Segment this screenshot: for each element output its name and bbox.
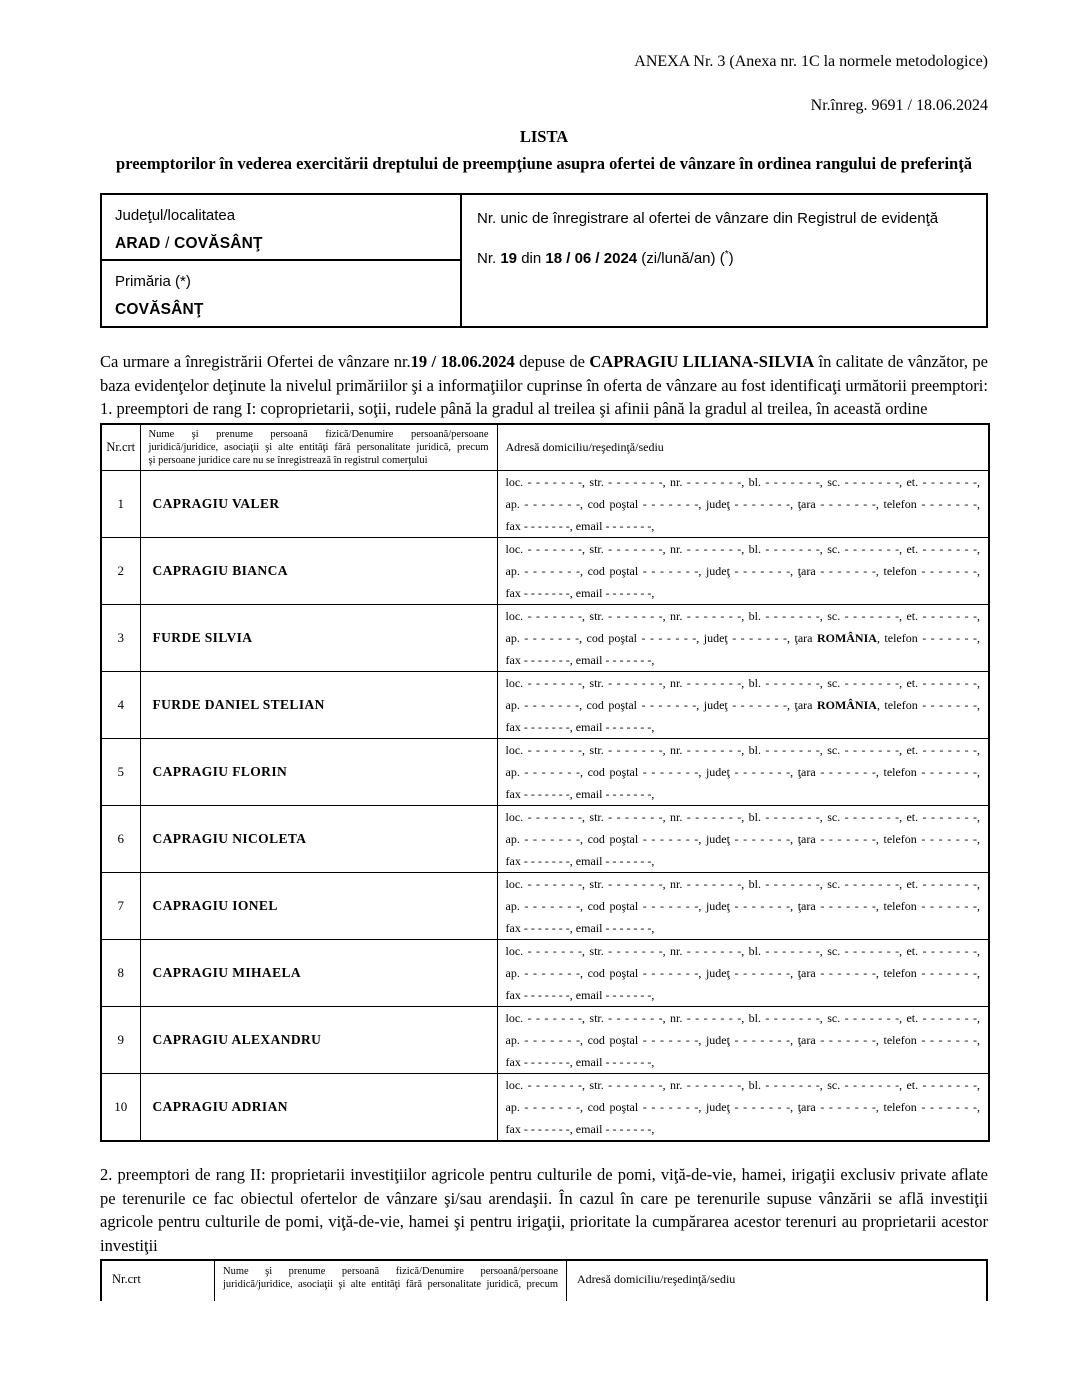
table-row (101, 940, 989, 1007)
table-row (101, 672, 989, 739)
address-line-2: ap. - - - - - - -, cod poştal - - - - - - -, judeţ - - - - - - -, ţara - - - - - - -, telefon - - - - - - -, (505, 765, 980, 779)
address-line-2: ap. - - - - - - -, cod poştal - - - - - - -, judeţ - - - - - - -, ţara - - - - - - -, telefon - - - - - - -, (505, 966, 980, 980)
county-label: Judeţul/localitatea (115, 207, 236, 224)
header-name-line3: şi persoane juridice care nu se înregistrează în registrul comerţului (148, 455, 428, 466)
preemptor-address (497, 1074, 989, 1142)
address-line-1: loc. - - - - - - -, str. - - - - - - -, nr. - - - - - - -, bl. - - - - - - -, sc. - - - - - - -, et. - - - - - - -, (505, 1011, 980, 1025)
table-row (101, 1007, 989, 1074)
nr-label: Nr. (477, 250, 501, 267)
row-number: 6 (101, 806, 140, 873)
address-line-2: ap. - - - - - - -, cod poştal - - - - - - -, judeţ - - - - - - -, ţara - - - - - - -, telefon - - - - - - -, (505, 564, 980, 578)
address-line-2: ap. - - - - - - -, cod poştal - - - - - - -, judeţ - - - - - - -, ţara - - - - - - -, telefon - - - - - - -, (505, 497, 980, 511)
table-row (101, 873, 989, 940)
country-value: - - - - - - - (820, 966, 876, 980)
header-address-column: Adresă domiciliu/reşedinţă/sediu (497, 424, 989, 471)
preemptor-name: CAPRAGIU MIHAELA (140, 940, 497, 1007)
address-line-1: loc. - - - - - - -, str. - - - - - - -, nr. - - - - - - -, bl. - - - - - - -, sc. - - - - - - -, et. - - - - - - -, (505, 1078, 980, 1092)
address-line-3: fax - - - - - - -, email - - - - - - -, (505, 988, 655, 1002)
county-name: ARAD (115, 235, 161, 252)
primaria-value: COVĂSÂNŢ (115, 301, 204, 318)
row-number: 7 (101, 873, 140, 940)
address-line-3: fax - - - - - - -, email - - - - - - -, (505, 787, 655, 801)
rank1-table-body (101, 424, 989, 1141)
row-number: 4 (101, 672, 140, 739)
preemptor-address (497, 806, 989, 873)
preemptor-address (497, 873, 989, 940)
rank2-preemptors-table-clipped (100, 1259, 988, 1301)
county-cell (102, 195, 460, 261)
offer-number-date: 19 / 18.06.2024 (410, 352, 515, 371)
intro-text-1: Ca urmare a înregistrării Ofertei de vânzare nr. (100, 352, 411, 371)
preemptor-name: FURDE SILVIA (140, 605, 497, 672)
country-value: - - - - - - - (820, 899, 876, 913)
address-line-2: ap. - - - - - - -, cod poştal - - - - - - -, judeţ - - - - - - -, ţara - - - - - - -, telefon - - - - - - -, (505, 899, 980, 913)
preemptor-name: CAPRAGIU ADRIAN (140, 1074, 497, 1142)
country-value: ROMÂNIA (816, 631, 877, 645)
intro-text-2: depuse de (514, 352, 590, 371)
seller-name: CAPRAGIU LILIANA-SILVIA (589, 352, 815, 371)
country-value: ROMÂNIA (816, 698, 877, 712)
primaria-label: Primăria (*) (115, 273, 191, 290)
table-row (101, 1074, 989, 1142)
rank1-table-header-row (101, 424, 989, 471)
country-value: - - - - - - - (820, 497, 876, 511)
address-line-2: ap. - - - - - - -, cod poştal - - - - - - -, judeţ - - - - - - -, ţara - - - - - - -, telefon - - - - - - -, (505, 1100, 980, 1114)
row-number: 1 (101, 471, 140, 538)
page-title: LISTA (519, 127, 569, 146)
footnote-paren-open: ( (719, 250, 725, 267)
preemptor-address (497, 739, 989, 806)
row-number: 8 (101, 940, 140, 1007)
rank2-header-name-line1: Nume şi prenume persoană fizică/Denumire persoană/persoane (223, 1266, 558, 1277)
row-number: 3 (101, 605, 140, 672)
rank2-header-name-column (215, 1261, 567, 1301)
address-line-2: ap. - - - - - - -, cod poştal - - - - - - -, judeţ - - - - - - -, ţara - - - - - - -, telefon - - - - - - -, (505, 1033, 980, 1047)
table-row (101, 471, 989, 538)
preemptor-name: CAPRAGIU ALEXANDRU (140, 1007, 497, 1074)
rank1-preemptors-table (100, 423, 990, 1142)
table-row (101, 739, 989, 806)
preemptor-address (497, 538, 989, 605)
country-value: - - - - - - - (820, 765, 876, 779)
address-line-1: loc. - - - - - - -, str. - - - - - - -, nr. - - - - - - -, bl. - - - - - - -, sc. - - - - - - -, et. - - - - - - -, (505, 542, 980, 556)
row-number: 9 (101, 1007, 140, 1074)
anexa-line: ANEXA Nr. 3 (Anexa nr. 1C la normele metodologice) (634, 53, 988, 70)
preemptor-address (497, 940, 989, 1007)
rank2-header-address-column: Adresă domiciliu/reşedinţă/sediu (577, 1272, 736, 1286)
din-label: din (517, 250, 546, 267)
address-line-1: loc. - - - - - - -, str. - - - - - - -, nr. - - - - - - -, bl. - - - - - - -, sc. - - - - - - -, et. - - - - - - -, (505, 743, 980, 757)
preemptor-name: CAPRAGIU IONEL (140, 873, 497, 940)
footnote-paren-close: ) (728, 250, 734, 267)
country-value: - - - - - - - (820, 1100, 876, 1114)
preemptor-address (497, 605, 989, 672)
preemptor-address (497, 1007, 989, 1074)
address-line-3: fax - - - - - - -, email - - - - - - -, (505, 519, 655, 533)
address-line-3: fax - - - - - - -, email - - - - - - -, (505, 1122, 655, 1136)
registration-number-line: Nr.înreg. 9691 / 18.06.2024 (810, 97, 988, 114)
header-name-column (140, 424, 497, 471)
unique-registration-label: Nr. unic de înregistrare al ofertei de vânzare din Registrul de evidenţă (477, 210, 939, 227)
address-line-1: loc. - - - - - - -, str. - - - - - - -, nr. - - - - - - -, bl. - - - - - - -, sc. - - - - - - -, et. - - - - - - -, (505, 877, 980, 891)
address-line-1: loc. - - - - - - -, str. - - - - - - -, nr. - - - - - - -, bl. - - - - - - -, sc. - - - - - - -, et. - - - - - - -, (505, 475, 980, 489)
address-line-1: loc. - - - - - - -, str. - - - - - - -, nr. - - - - - - -, bl. - - - - - - -, sc. - - - - - - -, et. - - - - - - -, (505, 676, 980, 690)
locality-name: COVĂSÂNŢ (174, 235, 263, 252)
preemptor-name: CAPRAGIU FLORIN (140, 739, 497, 806)
county-locality-separator: / (160, 235, 175, 252)
intro-paragraph (100, 350, 988, 397)
info-box-right-column (462, 195, 986, 326)
header-name-line1: Nume şi prenume persoană fizică/Denumire persoană/persoane (148, 429, 489, 440)
table-row (101, 806, 989, 873)
preemptor-name: CAPRAGIU VALER (140, 471, 497, 538)
row-number: 2 (101, 538, 140, 605)
rank2-paragraph: 2. preemptori de rang II: proprietarii investiţiilor agricole pentru culturile de pomi, viţă-de-vie, hamei, irigaţii exclusiv private aflate pe terenurile ce fac obiectul ofertelor de vânzare şi/sau arendaşii. În cazul în care pe terenurile supuse vânzării se află investiţii agricole pentru culturile de pomi, viţă-de-vie, hamei şi pentru irigaţii, prioritate la cumpărarea acestor terenuri au proprietarii acestor investiţii (100, 1165, 988, 1255)
address-line-1: loc. - - - - - - -, str. - - - - - - -, nr. - - - - - - -, bl. - - - - - - -, sc. - - - - - - -, et. - - - - - - -, (505, 609, 980, 623)
address-line-2: ap. - - - - - - -, cod poştal - - - - - - -, judeţ - - - - - - -, ţara ROMÂNIA, telefon - - - - - - -, (505, 698, 980, 712)
preemptor-address (497, 672, 989, 739)
preemptor-address (497, 471, 989, 538)
country-value: - - - - - - - (820, 1033, 876, 1047)
address-line-3: fax - - - - - - -, email - - - - - - -, (505, 854, 655, 868)
rank2-header-nr-crt: Nr.crt (102, 1261, 215, 1301)
intro-text-3: în calitate de vânzător, pe baza evidenţelor deţinute la nivelul primăriilor şi a informaţiilor cuprinse în oferta de vânzare au fost identificaţi următorii preemptori: (100, 352, 988, 395)
preemptor-name: CAPRAGIU BIANCA (140, 538, 497, 605)
country-value: - - - - - - - (820, 832, 876, 846)
offer-number: 19 (500, 250, 518, 267)
header-nr-crt: Nr.crt (101, 424, 140, 471)
rank1-heading: 1. preemptori de rang I: coproprietarii, soţii, rudele până la gradul al treilea şi afinii până la gradul al treilea, în această ordine (100, 399, 928, 418)
address-line-3: fax - - - - - - -, email - - - - - - -, (505, 1055, 655, 1069)
footnote-star: * (724, 249, 729, 260)
table-row (101, 605, 989, 672)
registration-info-box (100, 193, 988, 328)
rank2-header-name-line2: juridică/juridice, asociaţii şi alte entităţi fără personalitate juridică, precum (223, 1279, 558, 1290)
header-name-line2: juridică/juridice, asociaţii şi alte entităţi fără personalitate juridică, precum (148, 442, 489, 453)
row-number: 5 (101, 739, 140, 806)
row-number: 10 (101, 1074, 140, 1142)
preemptor-name: FURDE DANIEL STELIAN (140, 672, 497, 739)
date-format-note: (zi/lună/an) (637, 250, 720, 267)
address-line-1: loc. - - - - - - -, str. - - - - - - -, nr. - - - - - - -, bl. - - - - - - -, sc. - - - - - - -, et. - - - - - - -, (505, 810, 980, 824)
address-line-3: fax - - - - - - -, email - - - - - - -, (505, 653, 655, 667)
table-row (101, 538, 989, 605)
county-value (115, 229, 447, 258)
address-line-1: loc. - - - - - - -, str. - - - - - - -, nr. - - - - - - -, bl. - - - - - - -, sc. - - - - - - -, et. - - - - - - -, (505, 944, 980, 958)
address-line-3: fax - - - - - - -, email - - - - - - -, (505, 921, 655, 935)
address-line-3: fax - - - - - - -, email - - - - - - -, (505, 720, 655, 734)
page-subtitle: preemptorilor în vederea exercitării dreptului de preempţiune asupra ofertei de vânzare în ordinea rangului de preferinţă (116, 154, 972, 173)
offer-date: 18 / 06 / 2024 (545, 250, 638, 267)
address-line-2: ap. - - - - - - -, cod poştal - - - - - - -, judeţ - - - - - - -, ţara ROMÂNIA, telefon - - - - - - -, (505, 631, 980, 645)
primaria-cell (102, 261, 460, 326)
address-line-3: fax - - - - - - -, email - - - - - - -, (505, 586, 655, 600)
registration-number-value-line (477, 244, 971, 274)
country-value: - - - - - - - (820, 564, 876, 578)
preemptor-name: CAPRAGIU NICOLETA (140, 806, 497, 873)
info-box-left-column (102, 195, 462, 326)
address-line-2: ap. - - - - - - -, cod poştal - - - - - - -, judeţ - - - - - - -, ţara - - - - - - -, telefon - - - - - - -, (505, 832, 980, 846)
